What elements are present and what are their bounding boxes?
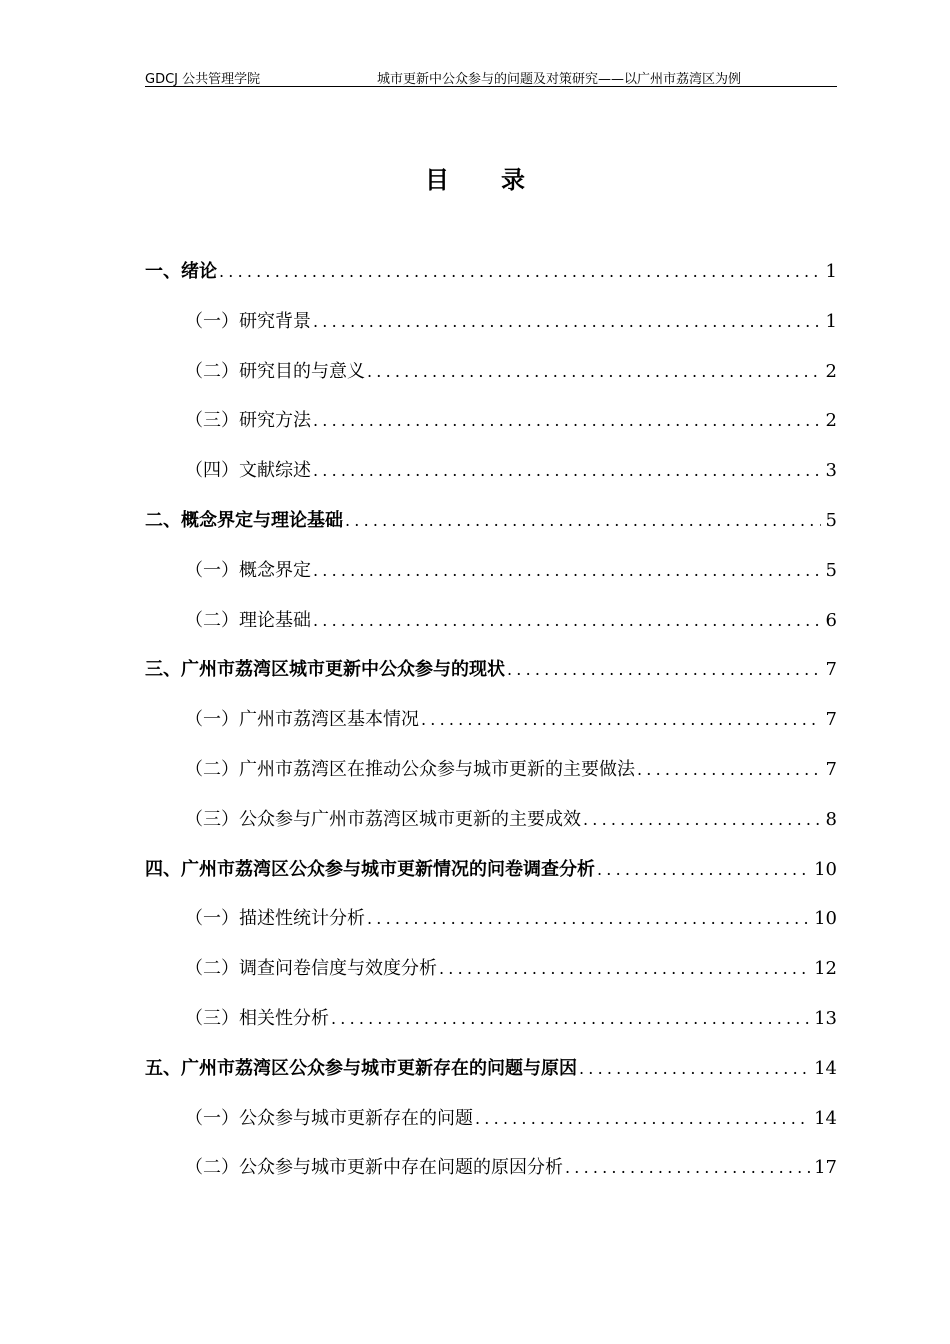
header-school: GDCJ 公共管理学院: [145, 72, 261, 87]
toc-section-entry[interactable]: [145, 454, 837, 504]
toc-leader-dots: [313, 454, 821, 488]
page-header: [145, 66, 837, 87]
toc-page-number: 6: [825, 609, 837, 631]
toc-chapter-entry[interactable]: [145, 1052, 837, 1102]
toc-leader-dots: [219, 255, 821, 289]
toc-entry-text: （二）广州市荔湾区在推动公众参与城市更新的主要做法: [185, 758, 635, 780]
toc-section-entry[interactable]: [145, 604, 837, 654]
toc-leader-dots: [579, 1052, 810, 1086]
toc-entry-text: （一）广州市荔湾区基本情况: [185, 709, 419, 731]
toc-section-entry[interactable]: [145, 1102, 837, 1152]
toc-title-char-2: 录: [501, 166, 525, 194]
toc-title: [0, 160, 950, 195]
toc-leader-dots: [313, 604, 821, 638]
toc-leader-dots: [367, 355, 821, 389]
toc-page-number: 3: [825, 460, 837, 482]
toc-section-entry[interactable]: [145, 902, 837, 952]
toc-leader-dots: [637, 753, 821, 787]
toc-leader-dots: [583, 803, 821, 837]
toc-leader-dots: [421, 703, 821, 737]
toc-page-number: 13: [814, 1007, 837, 1029]
toc-entry-text: 二、概念界定与理论基础: [145, 509, 343, 531]
toc-section-entry[interactable]: [145, 554, 837, 604]
toc-leader-dots: [439, 952, 810, 986]
toc-chapter-entry[interactable]: [145, 504, 837, 554]
toc-leader-dots: [507, 653, 821, 687]
toc-section-entry[interactable]: [145, 952, 837, 1002]
toc-page-number: 1: [825, 310, 837, 332]
toc-section-entry[interactable]: [145, 355, 837, 405]
toc-leader-dots: [367, 902, 810, 936]
toc-entry-text: （一）研究背景: [185, 310, 311, 332]
toc-entry-text: 三、广州市荔湾区城市更新中公众参与的现状: [145, 659, 505, 681]
toc-entry-text: 四、广州市荔湾区公众参与城市更新情况的问卷调查分析: [145, 858, 595, 880]
toc-leader-dots: [331, 1002, 810, 1036]
toc-page-number: 5: [825, 509, 837, 531]
toc-entry-text: （四）文献综述: [185, 460, 311, 482]
toc-leader-dots: [345, 504, 821, 538]
toc-section-entry[interactable]: [145, 1002, 837, 1052]
toc-page-number: 14: [814, 1057, 837, 1079]
toc-section-entry[interactable]: [145, 803, 837, 853]
toc-entry-text: （二）研究目的与意义: [185, 360, 365, 382]
toc-section-entry[interactable]: [145, 1151, 837, 1201]
toc-page-number: 7: [825, 758, 837, 780]
toc-entry-text: 一、绪论: [145, 261, 217, 282]
toc-entry-text: （二）理论基础: [185, 609, 311, 631]
toc-page-number: 7: [825, 709, 837, 731]
toc-entry-text: （二）调查问卷信度与效度分析: [185, 958, 437, 980]
header-thesis-title: 城市更新中公众参与的问题及对策研究——以广州市荔湾区为例: [377, 72, 742, 87]
toc-chapter-entry[interactable]: [145, 853, 837, 903]
toc-entry-text: （三）研究方法: [185, 410, 311, 432]
toc-section-entry[interactable]: [145, 305, 837, 355]
toc-page-number: 5: [825, 559, 837, 581]
toc-entry-text: （一）概念界定: [185, 559, 311, 581]
toc-chapter-entry[interactable]: [145, 255, 837, 305]
toc-page-number: 17: [814, 1157, 837, 1179]
toc-page-number: 2: [825, 410, 837, 432]
toc-leader-dots: [313, 305, 821, 339]
toc-section-entry[interactable]: [145, 404, 837, 454]
toc-leader-dots: [475, 1102, 810, 1136]
toc-page-number: 8: [825, 808, 837, 830]
toc-entry-text: （二）公众参与城市更新中存在问题的原因分析: [185, 1157, 563, 1179]
toc-page-number: 7: [825, 659, 837, 681]
toc-page-number: 2: [825, 360, 837, 382]
toc-entry-text: （三）相关性分析: [185, 1007, 329, 1029]
toc-page-number: 10: [814, 908, 837, 930]
toc-leader-dots: [597, 853, 810, 887]
toc-chapter-entry[interactable]: [145, 653, 837, 703]
toc-page-number: 12: [814, 958, 837, 980]
toc-entry-text: 五、广州市荔湾区公众参与城市更新存在的问题与原因: [145, 1057, 577, 1079]
toc-page-number: 14: [814, 1107, 837, 1129]
toc-leader-dots: [565, 1151, 810, 1185]
table-of-contents: [145, 255, 837, 1201]
toc-entry-text: （一）描述性统计分析: [185, 908, 365, 930]
toc-entry-text: （三）公众参与广州市荔湾区城市更新的主要成效: [185, 808, 581, 830]
toc-leader-dots: [313, 404, 821, 438]
toc-section-entry[interactable]: [145, 753, 837, 803]
toc-page-number: 1: [825, 261, 837, 282]
toc-entry-text: （一）公众参与城市更新存在的问题: [185, 1107, 473, 1129]
toc-leader-dots: [313, 554, 821, 588]
toc-page-number: 10: [814, 858, 837, 880]
toc-section-entry[interactable]: [145, 703, 837, 753]
toc-title-char-1: 目: [425, 166, 449, 194]
